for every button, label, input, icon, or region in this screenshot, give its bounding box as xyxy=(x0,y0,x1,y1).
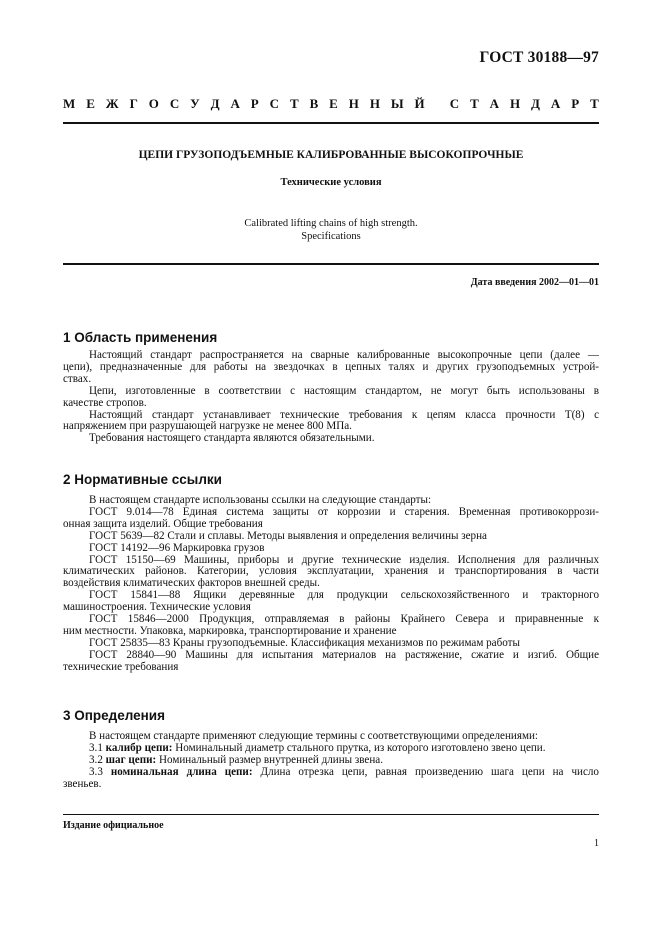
s1-p1-line-3: ствах. xyxy=(63,372,92,385)
english-title-line-2: Specifications xyxy=(301,231,361,242)
section-3-heading: 3 Определения xyxy=(63,708,165,723)
definition-3-3-line-1: 3.3 номинальная длина цепи: Длина отрезка цепи, равная произведению шага цепи на число xyxy=(89,765,599,778)
document-subtitle: Технические условия xyxy=(280,177,382,188)
definition-3-1: 3.1 калибр цепи: Номинальный диаметр стального прутка, из которого изготовлено звено цепи. xyxy=(89,741,546,754)
ref-gost-28840-line-2: технические требования xyxy=(63,660,179,673)
ref-gost-25835: ГОСТ 25835—83 Краны грузоподъемные. Классификация механизмов по режимам работы xyxy=(89,636,520,649)
s1-p2-line-1: Цепи, изготовленные в соответствии с настоящим стандартом, не могут быть использованы в xyxy=(89,384,599,397)
s3-intro: В настоящем стандарте применяют следующие термины с соответствующими определениями: xyxy=(89,730,538,742)
definition-3-3-line-2: звеньев. xyxy=(63,777,102,790)
s1-p1-line-2: цепи), предназначенные для работы на звездочках в цепных талях и других грузоподъемных устрой- xyxy=(63,360,599,373)
section-3-body xyxy=(63,731,599,791)
document-title: ЦЕПИ ГРУЗОПОДЪЕМНЫЕ КАЛИБРОВАННЫЕ ВЫСОКОПРОЧНЫЕ xyxy=(138,149,524,161)
ref-gost-15846-line-1: ГОСТ 15846—2000 Продукция, отправляемая в районы Крайнего Севера и приравненные к xyxy=(89,613,599,626)
ref-gost-15150-line-3: воздействия климатических факторов внешней среды. xyxy=(63,577,320,590)
ref-gost-14192: ГОСТ 14192—96 Маркировка грузов xyxy=(89,541,265,554)
ref-gost-15841-line-2: машиностроения. Технические условия xyxy=(63,601,251,614)
ref-gost-15846-line-2: ним местности. Упаковка, маркировка, транспортирование и хранение xyxy=(63,624,397,637)
section-1-heading: 1 Область применения xyxy=(63,330,218,345)
english-title xyxy=(63,217,599,243)
ref-gost-15150-line-1: ГОСТ 15150—69 Машины, приборы и другие технические изделия. Исполнения для различных xyxy=(89,553,599,566)
introduction-date: Дата введения 2002—01—01 xyxy=(470,277,599,288)
ref-gost-9014-line-1: ГОСТ 9.014—78 Единая система защиты от коррозии и старения. Временная противокоррози- xyxy=(89,505,599,518)
section-2-body xyxy=(63,495,599,674)
s1-p3-line-2: напряжением при разрушающей нагрузке не менее 800 МПа. xyxy=(63,420,352,433)
s1-p3-line-1: Настоящий стандарт устанавливает технические требования к цепям класса прочности Т(8) с xyxy=(89,408,599,421)
s2-intro: В настоящем стандарте использованы ссылки на следующие стандарты: xyxy=(89,494,432,506)
document-code: ГОСТ 30188—97 xyxy=(479,49,599,66)
interstate-standard-label: М Е Ж Г О С У Д А Р С Т В Е Н Н Ы Й С Т А Н Д А Р Т xyxy=(63,96,599,111)
page-number: 1 xyxy=(594,838,599,849)
ref-gost-5639: ГОСТ 5639—82 Стали и сплавы. Методы выявления и определения величины зерна xyxy=(89,529,487,542)
official-edition-note: Издание официальное xyxy=(63,820,164,831)
section-2-heading: 2 Нормативные ссылки xyxy=(63,472,222,487)
ref-gost-15150-line-2: климатических районов. Категории, условия эксплуатации, хранения и транспортирования в части xyxy=(63,565,599,578)
s1-p1-line-1: Настоящий стандарт распространяется на сварные калиброванные высокопрочные цепи (далее — xyxy=(89,349,599,361)
s1-p2-line-2: качестве стропов. xyxy=(63,396,147,409)
ref-gost-15841-line-1: ГОСТ 15841—88 Ящики деревянные для продукции сельскохозяйственного и тракторного xyxy=(89,589,599,602)
footer-rule xyxy=(63,814,599,815)
definition-3-2: 3.2 шаг цепи: Номинальный размер внутренней длины звена. xyxy=(89,753,383,766)
title-rule xyxy=(63,263,599,265)
section-1-body xyxy=(63,350,599,445)
header-rule xyxy=(63,122,599,124)
s1-p4-line-1: Требования настоящего стандарта являются обязательными. xyxy=(89,432,375,445)
ref-gost-9014-line-2: онная защита изделий. Общие требования xyxy=(63,517,263,530)
english-title-line-1: Calibrated lifting chains of high strength. xyxy=(244,218,418,229)
ref-gost-28840-line-1: ГОСТ 28840—90 Машины для испытания материалов на растяжение, сжатие и изгиб. Общие xyxy=(89,648,599,661)
